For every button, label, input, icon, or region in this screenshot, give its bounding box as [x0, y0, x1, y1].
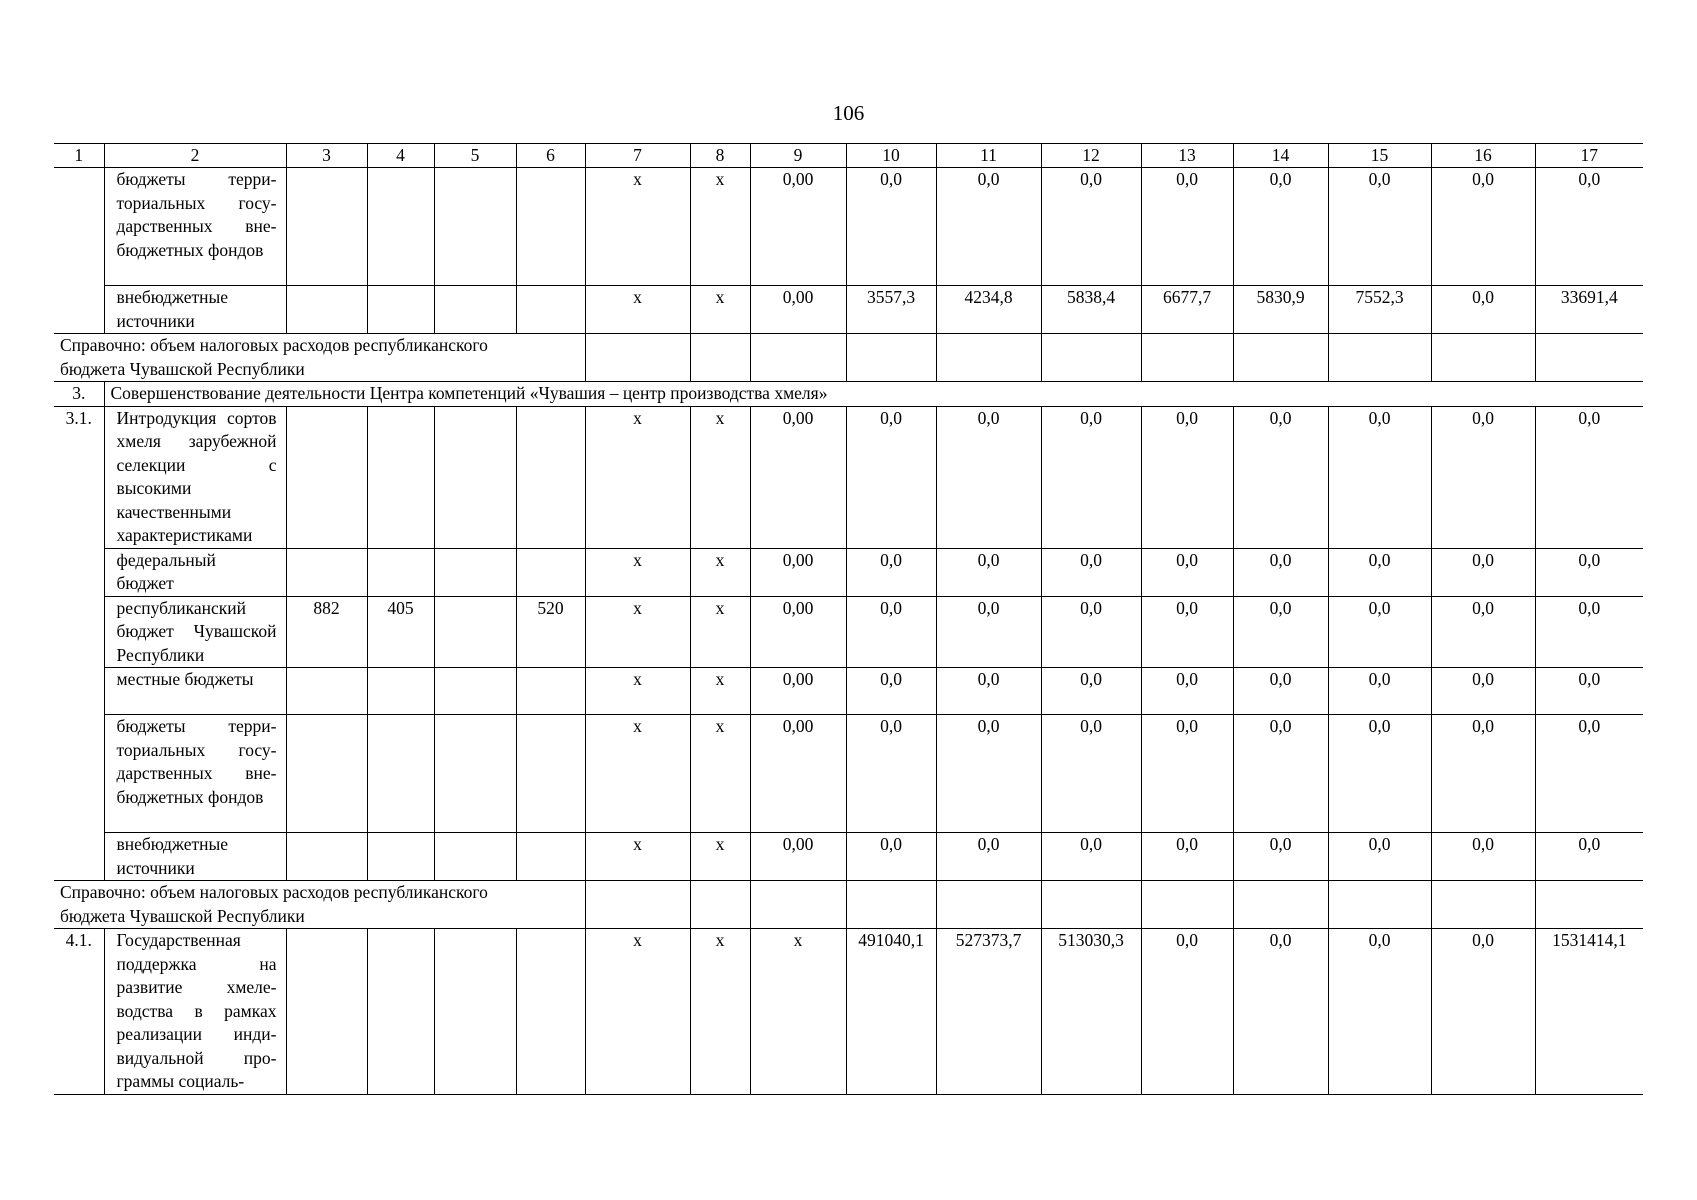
code-cell: [516, 929, 585, 1095]
value-cell: 0,0: [1233, 668, 1328, 715]
code-cell: [434, 715, 516, 833]
table-row: [54, 548, 1643, 596]
value-cell: 0,00: [750, 286, 846, 334]
code-cell: [434, 596, 516, 668]
value-cell: 5838,4: [1041, 286, 1141, 334]
page-number: 106: [832, 101, 865, 125]
code-cell: x: [585, 668, 690, 715]
empty-cell: [936, 881, 1041, 929]
value-cell: 0,0: [1328, 929, 1431, 1095]
value-cell: 0,0: [1141, 715, 1233, 833]
section-number: 3.: [54, 382, 104, 407]
value-cell: 0,00: [750, 833, 846, 881]
col-header: 11: [936, 144, 1041, 168]
code-cell: x: [690, 668, 750, 715]
value-cell: 0,0: [846, 833, 936, 881]
column-number-row: [54, 144, 1643, 168]
value-cell: 0,0: [1041, 596, 1141, 668]
num-cell: [54, 168, 104, 334]
code-cell: [286, 548, 367, 596]
item-number: 4.1.: [54, 929, 104, 1095]
value-cell: 0,0: [1535, 596, 1643, 668]
col-header: 10: [846, 144, 936, 168]
col-header: 1: [54, 144, 104, 168]
table-row: [54, 668, 1643, 715]
empty-cell: [1233, 334, 1328, 382]
value-cell: 0,0: [1233, 833, 1328, 881]
code-cell: 405: [367, 596, 434, 668]
value-cell: 0,0: [1328, 596, 1431, 668]
value-cell: 0,0: [1431, 596, 1535, 668]
code-cell: x: [690, 715, 750, 833]
value-cell: 0,0: [1431, 715, 1535, 833]
value-cell: 0,0: [1431, 668, 1535, 715]
code-cell: [516, 286, 585, 334]
code-cell: [286, 406, 367, 548]
col-header: 17: [1535, 144, 1643, 168]
reference-row: [54, 334, 1643, 382]
value-cell: 0,0: [846, 668, 936, 715]
code-cell: [434, 833, 516, 881]
reference-label: [54, 334, 585, 382]
table-row: [54, 596, 1643, 668]
value-cell: 0,0: [1041, 168, 1141, 286]
value-cell: 0,0: [1041, 406, 1141, 548]
col-header: 2: [104, 144, 286, 168]
value-cell: 0,0: [1141, 668, 1233, 715]
reference-row: [54, 881, 1643, 929]
value-cell: 0,0: [1041, 548, 1141, 596]
code-cell: x: [690, 406, 750, 548]
source-label: внебюджетные источники: [104, 286, 286, 334]
empty-cell: [1233, 881, 1328, 929]
value-cell: 0,0: [1431, 286, 1535, 334]
value-cell: 0,0: [1535, 168, 1643, 286]
value-cell: 0,0: [846, 715, 936, 833]
item-number: 3.1.: [54, 406, 104, 881]
value-cell: 4234,8: [936, 286, 1041, 334]
code-cell: [516, 668, 585, 715]
value-cell: 0,0: [1431, 929, 1535, 1095]
value-cell: 0,0: [1141, 406, 1233, 548]
value-cell: 0,0: [936, 168, 1041, 286]
empty-cell: [1328, 881, 1431, 929]
value-cell: 0,0: [936, 715, 1041, 833]
value-cell: 0,0: [1233, 168, 1328, 286]
value-cell: 0,0: [1141, 548, 1233, 596]
source-label: внебюджетные источники: [104, 833, 286, 881]
col-header: 15: [1328, 144, 1431, 168]
section-row: [54, 382, 1643, 407]
value-cell: 513030,3: [1041, 929, 1141, 1095]
code-cell: [434, 668, 516, 715]
value-cell: 0,0: [1328, 833, 1431, 881]
code-cell: [516, 406, 585, 548]
code-cell: [434, 286, 516, 334]
code-cell: [367, 833, 434, 881]
code-cell: x: [690, 929, 750, 1095]
col-header: 3: [286, 144, 367, 168]
value-cell: 0,0: [936, 596, 1041, 668]
code-cell: [367, 548, 434, 596]
code-cell: [367, 286, 434, 334]
value-cell: 0,0: [1431, 833, 1535, 881]
value-cell: 0,0: [1535, 668, 1643, 715]
value-cell: 0,0: [846, 168, 936, 286]
code-cell: [286, 715, 367, 833]
section-title: Совершенствование деятельности Центра компетенций «Чувашия – центр производства хмеля»: [104, 382, 1643, 407]
empty-cell: [1431, 334, 1535, 382]
empty-cell: [1431, 881, 1535, 929]
value-cell: 0,0: [936, 406, 1041, 548]
col-header: 13: [1141, 144, 1233, 168]
value-cell: 527373,7: [936, 929, 1041, 1095]
code-cell: [516, 715, 585, 833]
code-cell: x: [585, 548, 690, 596]
reference-line: Справочно: объем налоговых расходов республиканского: [60, 335, 488, 355]
value-cell: 0,0: [1535, 833, 1643, 881]
code-cell: [367, 929, 434, 1095]
value-cell: 0,0: [1431, 168, 1535, 286]
empty-cell: [1535, 334, 1643, 382]
col-header: 6: [516, 144, 585, 168]
code-cell: x: [690, 548, 750, 596]
value-cell: 0,0: [1141, 168, 1233, 286]
value-cell: 0,0: [1041, 833, 1141, 881]
empty-cell: [585, 334, 690, 382]
table-row: [54, 715, 1643, 833]
empty-cell: [585, 881, 690, 929]
empty-cell: [1141, 881, 1233, 929]
value-cell: 0,0: [1535, 715, 1643, 833]
value-cell: 0,0: [936, 548, 1041, 596]
code-cell: 882: [286, 596, 367, 668]
code-cell: [434, 168, 516, 286]
value-cell: 0,0: [1431, 406, 1535, 548]
value-cell: 0,0: [1233, 548, 1328, 596]
source-label: бюджеты территориальных государственных внебюджетных фондов: [104, 715, 286, 833]
code-cell: x: [690, 596, 750, 668]
source-label: федеральный бюджет: [104, 548, 286, 596]
value-cell: 0,0: [1328, 406, 1431, 548]
empty-cell: [690, 881, 750, 929]
reference-line: Справочно: объем налоговых расходов республиканского: [60, 882, 488, 902]
value-cell: 0,00: [750, 406, 846, 548]
value-cell: 0,0: [1141, 833, 1233, 881]
value-cell: 0,0: [1233, 406, 1328, 548]
value-cell: 0,0: [1041, 715, 1141, 833]
code-cell: [516, 833, 585, 881]
value-cell: 0,0: [1233, 929, 1328, 1095]
col-header: 5: [434, 144, 516, 168]
code-cell: 520: [516, 596, 585, 668]
code-cell: x: [585, 286, 690, 334]
reference-line: бюджета Чувашской Республики: [60, 905, 305, 926]
code-cell: [286, 929, 367, 1095]
col-header: 4: [367, 144, 434, 168]
value-cell: 0,00: [750, 548, 846, 596]
value-cell: 0,0: [1141, 929, 1233, 1095]
empty-cell: [690, 334, 750, 382]
value-cell: 0,0: [1328, 548, 1431, 596]
code-cell: [516, 548, 585, 596]
value-cell: 0,0: [1431, 548, 1535, 596]
table-row: [54, 406, 1643, 548]
code-cell: x: [585, 406, 690, 548]
code-cell: [367, 406, 434, 548]
value-cell: 0,0: [1328, 168, 1431, 286]
reference-label: [54, 881, 585, 929]
value-cell: 1531414,1: [1535, 929, 1643, 1095]
empty-cell: [750, 881, 846, 929]
code-cell: [516, 168, 585, 286]
value-cell: 0,00: [750, 168, 846, 286]
code-cell: x: [690, 286, 750, 334]
value-cell: 0,0: [1328, 715, 1431, 833]
value-cell: 0,0: [1535, 406, 1643, 548]
code-cell: x: [585, 715, 690, 833]
table-row: [54, 833, 1643, 881]
empty-cell: [1041, 334, 1141, 382]
value-cell: 0,00: [750, 715, 846, 833]
value-cell: 0,0: [1233, 596, 1328, 668]
col-header: 8: [690, 144, 750, 168]
value-cell: 0,0: [936, 833, 1041, 881]
source-label: местные бюджеты: [104, 668, 286, 715]
value-cell: 491040,1: [846, 929, 936, 1095]
value-cell: 0,0: [1535, 548, 1643, 596]
empty-cell: [936, 334, 1041, 382]
code-cell: [286, 168, 367, 286]
code-cell: [286, 833, 367, 881]
code-cell: x: [585, 596, 690, 668]
value-cell: 0,0: [1328, 668, 1431, 715]
value-cell: 5830,9: [1233, 286, 1328, 334]
item-label: Интродукция сортов хмеля зарубежной селекции с высокими качественными характеристиками: [104, 406, 286, 548]
code-cell: [434, 406, 516, 548]
value-cell: 0,0: [1233, 715, 1328, 833]
code-cell: [434, 548, 516, 596]
empty-cell: [1041, 881, 1141, 929]
col-header: 9: [750, 144, 846, 168]
value-cell: 0,00: [750, 596, 846, 668]
code-cell: [286, 286, 367, 334]
col-header: 16: [1431, 144, 1535, 168]
source-label: республиканский бюджет Чувашской Республики: [104, 596, 286, 668]
value-cell: 0,0: [936, 668, 1041, 715]
col-header: 7: [585, 144, 690, 168]
col-header: 12: [1041, 144, 1141, 168]
reference-line: бюджета Чувашской Республики: [60, 358, 305, 379]
value-cell: 3557,3: [846, 286, 936, 334]
code-cell: [367, 168, 434, 286]
empty-cell: [846, 881, 936, 929]
code-cell: [367, 668, 434, 715]
value-cell: 0,0: [846, 548, 936, 596]
table-row: [54, 286, 1643, 334]
empty-cell: [750, 334, 846, 382]
value-cell: 0,0: [846, 596, 936, 668]
source-label: бюджеты территориальных государственных внебюджетных фондов: [104, 168, 286, 286]
code-cell: x: [690, 833, 750, 881]
empty-cell: [1328, 334, 1431, 382]
code-cell: x: [585, 929, 690, 1095]
code-cell: x: [585, 168, 690, 286]
item-label: Государственная поддержка на развитие хмелеводства в рамках реализации индивидуальной программы социаль-: [104, 929, 286, 1095]
col-header: 14: [1233, 144, 1328, 168]
code-cell: x: [690, 168, 750, 286]
value-cell: 0,0: [846, 406, 936, 548]
budget-table: [54, 143, 1643, 1095]
table-row: [54, 168, 1643, 286]
table-row: [54, 929, 1643, 1095]
value-cell: 0,00: [750, 668, 846, 715]
empty-cell: [846, 334, 936, 382]
value-cell: 6677,7: [1141, 286, 1233, 334]
code-cell: x: [585, 833, 690, 881]
value-cell: 33691,4: [1535, 286, 1643, 334]
code-cell: [367, 715, 434, 833]
code-cell: [286, 668, 367, 715]
value-cell: 0,0: [1141, 596, 1233, 668]
empty-cell: [1141, 334, 1233, 382]
value-cell: 0,0: [1041, 668, 1141, 715]
value-cell: 7552,3: [1328, 286, 1431, 334]
empty-cell: [1535, 881, 1643, 929]
code-cell: [434, 929, 516, 1095]
value-cell: x: [750, 929, 846, 1095]
